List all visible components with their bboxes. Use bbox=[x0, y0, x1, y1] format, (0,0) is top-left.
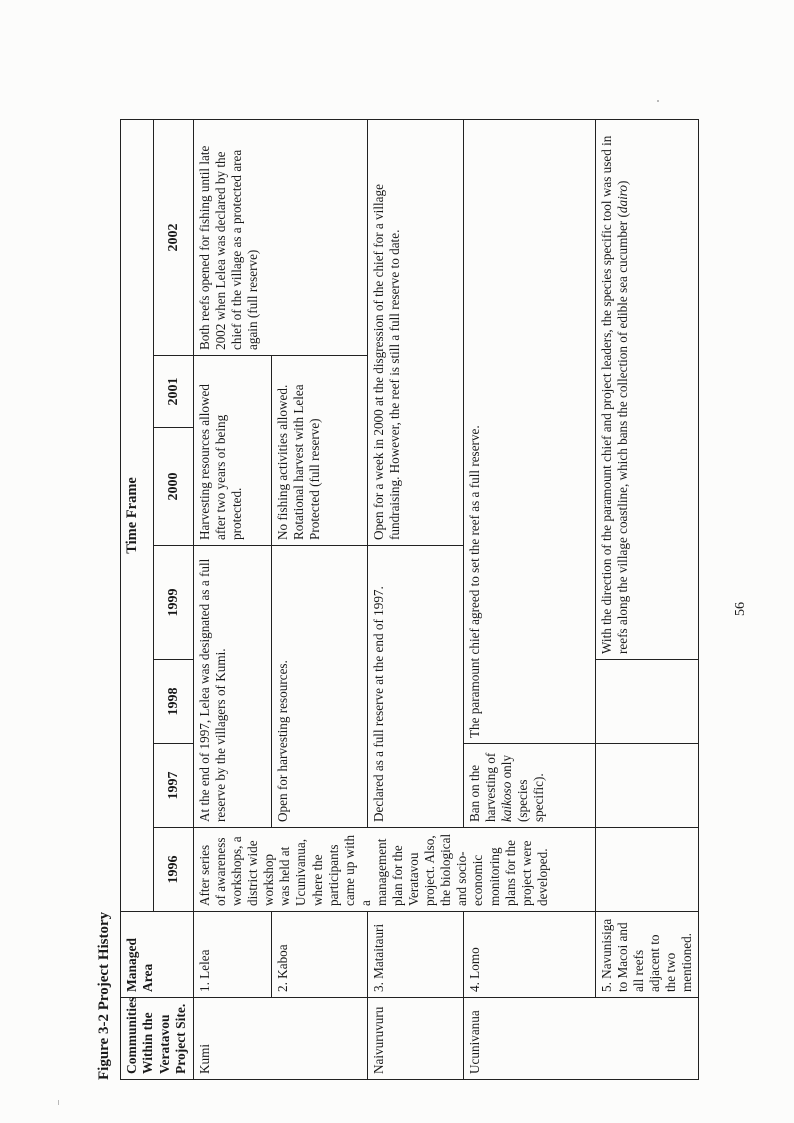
year-1998: 1998 bbox=[153, 660, 193, 744]
header-row-1 bbox=[121, 119, 154, 1079]
cell-navunisiga-1996 bbox=[595, 828, 699, 912]
community-kumi: Kumi bbox=[193, 998, 367, 1080]
cell-lelea-2000-2001: Harvesting resources allowed after two years of being protected. bbox=[193, 356, 271, 546]
community-naivuruvuru: Naivuruvuru bbox=[367, 998, 463, 1080]
area-mataitauri: 3. Mataitauri bbox=[367, 912, 463, 998]
table-row bbox=[463, 119, 595, 1079]
year-2002: 2002 bbox=[153, 119, 193, 355]
page-number bbox=[733, 592, 757, 632]
managed-area-header: Managed Area bbox=[121, 912, 194, 998]
year-1996: 1996 bbox=[153, 828, 193, 912]
cell-lomo-1998-2002: The paramount chief agreed to set the reef as a full reserve. bbox=[463, 119, 595, 743]
year-2000: 2000 bbox=[153, 428, 193, 546]
cell-lelea-1997-1999: At the end of 1997, Lelea was designated as a full reserve by the villagers of Kumi. bbox=[193, 546, 271, 828]
area-kaboa: 2. Kaboa bbox=[271, 912, 367, 998]
area-lomo bbox=[463, 912, 595, 998]
cell-lomo-1997: Ban on the harvesting of kaikoso only (species specific). bbox=[463, 744, 595, 828]
area-lelea: 1. Lelea bbox=[193, 912, 271, 998]
cell-kaboa-2000-2001: No fishing activities allowed. Rotational harvest with Lelea Protected (full reserve) bbox=[271, 356, 367, 546]
page-number-text: 56 bbox=[733, 602, 748, 616]
community-ucunivanua: Ucunivanua bbox=[463, 998, 699, 1080]
figure-title: Figure 3-2 Project History bbox=[96, 911, 112, 1080]
area-lomo-label: 4. Lomo bbox=[466, 947, 482, 992]
year-2001: 2001 bbox=[153, 356, 193, 428]
year-1997: 1997 bbox=[153, 744, 193, 828]
scan-mark bbox=[657, 100, 659, 102]
table-row bbox=[367, 119, 463, 1079]
cell-navunisiga-1999-2002: With the direction of the paramount chief and project leaders, the species specific tool was used in reefs along the village coastline, which bans the collection of edible sea cucumber (dairo) bbox=[595, 119, 699, 659]
table-row bbox=[595, 119, 699, 1079]
time-frame-header: Time Frame bbox=[121, 119, 154, 911]
cell-mataitauri-2000-2002: Open for a week in 2000 at the disgression of the chief for a village fundraising. However, the reef is still a full reserve to date. bbox=[367, 119, 463, 545]
project-history-table bbox=[120, 119, 699, 1080]
cell-mataitauri-1997-1999: Declared as a full reserve at the end of 1997. bbox=[367, 546, 463, 828]
cell-1996-description: After series of awareness workshops, a district wide workshop was held at Ucunivanua, where the participants came up with a management plan for the Veratavou project. Also, the biological and socio-economic monitoring plans for the project were developed. bbox=[193, 828, 595, 912]
cell-navunisiga-1998 bbox=[595, 660, 699, 744]
area-navunisiga: 5. Navunisiga to Macoi and all reefs adjacent to the two mentioned. bbox=[595, 912, 699, 998]
communities-header: Communities Within the Veratavou Project Site. bbox=[121, 998, 194, 1080]
cell-navunisiga-1997 bbox=[595, 744, 699, 828]
rotated-table-region bbox=[96, 120, 780, 1080]
cell-kaboa-1997-1999: Open for harvesting resources. bbox=[271, 546, 367, 828]
cell-lelea-kaboa-2002: Both reefs opened for fishing until late 2002 when Lelea was declared by the chief of the village as a protected area again (full reserve) bbox=[193, 119, 367, 355]
table-row bbox=[193, 119, 271, 1079]
scan-mark bbox=[58, 1100, 59, 1105]
year-1999: 1999 bbox=[153, 546, 193, 660]
